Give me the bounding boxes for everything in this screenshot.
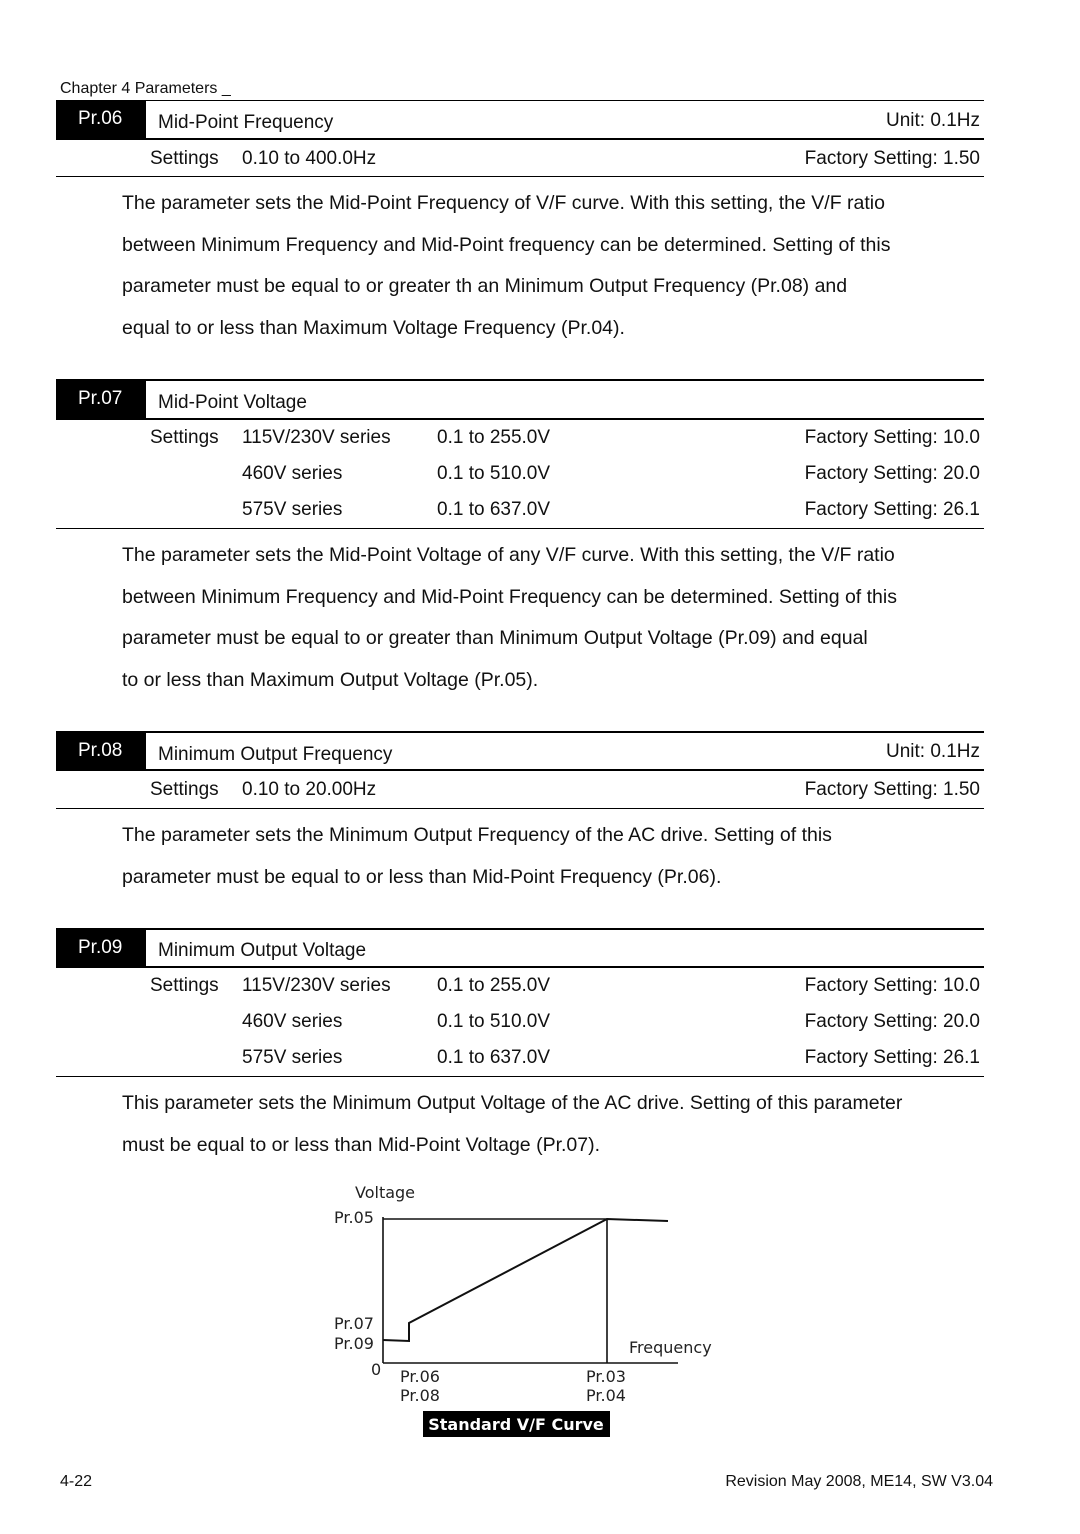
description-line: The parameter sets the Mid-Point Voltage of any V/F curve. With this setting, the V/F ratio xyxy=(122,544,895,566)
section-rule xyxy=(56,379,984,381)
title-rule xyxy=(56,418,984,420)
setting-series: 575V series xyxy=(242,1047,343,1068)
param-title: Minimum Output Voltage xyxy=(158,940,367,961)
factory-setting: Factory Setting: 26.1 xyxy=(804,499,980,520)
x-axis-label: Frequency xyxy=(629,1338,712,1357)
description-line: between Minimum Frequency and Mid-Point frequency can be determined. Setting of this xyxy=(122,233,891,256)
x-tick-pr08: Pr.08 xyxy=(400,1386,440,1405)
chapter-header: Chapter 4 Parameters _ xyxy=(60,80,231,97)
param-description xyxy=(122,183,972,349)
param-description xyxy=(122,1083,972,1166)
setting-range: 0.1 to 637.0V xyxy=(437,499,551,520)
description-line: parameter must be equal to or greater th an Minimum Output Frequency (Pr.08) and xyxy=(122,275,848,297)
x-tick-pr06: Pr.06 xyxy=(400,1367,440,1386)
factory-setting: Factory Setting: 1.50 xyxy=(804,148,980,169)
description-line: This parameter sets the Minimum Output Voltage of the AC drive. Setting of this parameter xyxy=(122,1092,903,1114)
settings-rule xyxy=(56,808,984,809)
description-line: equal to or less than Maximum Voltage Frequency (Pr.04). xyxy=(122,316,625,339)
header-rule xyxy=(56,100,984,101)
description-line: to or less than Maximum Output Voltage (Pr.05). xyxy=(122,668,539,691)
setting-range: 0.1 to 510.0V xyxy=(437,1011,551,1032)
description-line: must be equal to or less than Mid-Point Voltage (Pr.07). xyxy=(122,1133,601,1156)
settings-rule xyxy=(56,176,984,177)
setting-series: 460V series xyxy=(242,463,343,484)
setting-range: 0.10 to 400.0Hz xyxy=(242,148,377,169)
param-title: Mid-Point Voltage xyxy=(158,392,307,413)
factory-setting: Factory Setting: 10.0 xyxy=(804,427,980,448)
page-number: 4-22 xyxy=(60,1473,93,1490)
description-line: parameter must be equal to or greater than Minimum Output Voltage (Pr.09) and equal xyxy=(122,627,868,649)
description-line: parameter must be equal to or less than Mid-Point Frequency (Pr.06). xyxy=(122,865,722,888)
title-rule xyxy=(56,769,984,771)
revision-info: Revision May 2008, ME14, SW V3.04 xyxy=(725,1473,993,1490)
title-rule xyxy=(56,966,984,968)
param-code-badge: Pr.09 xyxy=(56,929,146,967)
y-tick-pr07: Pr.07 xyxy=(334,1314,374,1333)
param-description xyxy=(122,535,972,701)
factory-setting: Factory Setting: 10.0 xyxy=(804,975,980,996)
y-axis-label: Voltage xyxy=(355,1183,416,1202)
factory-setting: Factory Setting: 20.0 xyxy=(804,463,980,484)
setting-series: 115V/230V series xyxy=(242,427,391,448)
factory-setting: Factory Setting: 20.0 xyxy=(804,1011,980,1032)
settings-label: Settings xyxy=(150,975,219,996)
diagram-caption: Standard V/F Curve xyxy=(428,1415,604,1434)
setting-range: 0.10 to 20.00Hz xyxy=(242,779,377,800)
description-line: The parameter sets the Minimum Output Frequency of the AC drive. Setting of this xyxy=(122,824,832,846)
description-line: The parameter sets the Mid-Point Frequency of V/F curve. With this setting, the V/F ratio xyxy=(122,192,885,214)
vf-curve-diagram xyxy=(320,1175,740,1445)
y-tick-pr05: Pr.05 xyxy=(334,1208,374,1227)
settings-rule xyxy=(56,528,984,529)
setting-range: 0.1 to 637.0V xyxy=(437,1047,551,1068)
param-unit: Unit: 0.1Hz xyxy=(886,110,980,131)
param-code-badge: Pr.08 xyxy=(56,732,146,770)
x-tick-pr03: Pr.03 xyxy=(586,1367,626,1386)
settings-label: Settings xyxy=(150,779,219,800)
param-code-badge: Pr.06 xyxy=(56,100,146,138)
title-rule xyxy=(56,138,984,140)
section-rule xyxy=(56,928,984,930)
setting-series: 575V series xyxy=(242,499,343,520)
settings-label: Settings xyxy=(150,148,219,169)
origin-label: 0 xyxy=(371,1360,382,1379)
param-code-badge: Pr.07 xyxy=(56,380,146,418)
param-unit: Unit: 0.1Hz xyxy=(886,741,980,762)
setting-range: 0.1 to 255.0V xyxy=(437,427,551,448)
factory-setting: Factory Setting: 26.1 xyxy=(804,1047,980,1068)
param-title: Minimum Output Frequency xyxy=(158,744,393,765)
y-tick-pr09: Pr.09 xyxy=(334,1334,374,1353)
vf-curve-line xyxy=(383,1219,668,1341)
param-description xyxy=(122,815,972,898)
settings-label: Settings xyxy=(150,427,219,448)
setting-series: 115V/230V series xyxy=(242,975,391,996)
settings-rule xyxy=(56,1076,984,1077)
setting-range: 0.1 to 255.0V xyxy=(437,975,551,996)
x-tick-pr04: Pr.04 xyxy=(586,1386,626,1405)
param-title: Mid-Point Frequency xyxy=(158,112,334,133)
description-line: between Minimum Frequency and Mid-Point Frequency can be determined. Setting of this xyxy=(122,585,897,608)
section-rule xyxy=(56,731,984,733)
setting-series: 460V series xyxy=(242,1011,343,1032)
factory-setting: Factory Setting: 1.50 xyxy=(804,779,980,800)
setting-range: 0.1 to 510.0V xyxy=(437,463,551,484)
